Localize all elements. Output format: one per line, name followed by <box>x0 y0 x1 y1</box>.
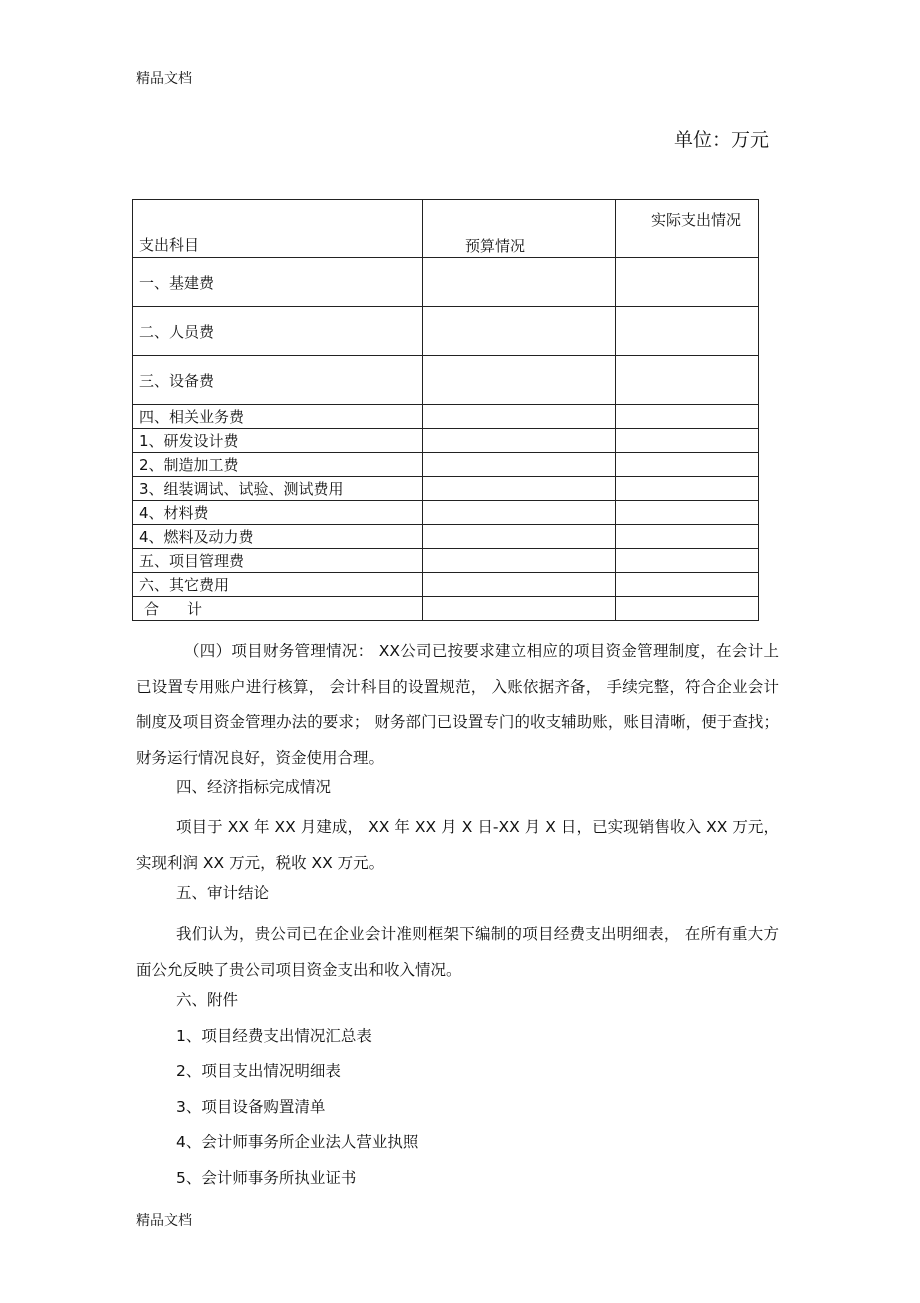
row-label: 4、燃料及动力费 <box>133 525 423 549</box>
header-subject: 支出科目 <box>133 200 423 258</box>
table-row <box>133 573 759 597</box>
table-row <box>133 258 759 307</box>
table-row <box>133 307 759 356</box>
row-label: 3、组装调试、试验、测试费用 <box>133 477 423 501</box>
row-label: 四、相关业务费 <box>133 405 423 429</box>
budget-cell <box>423 258 616 307</box>
finance-management-paragraph: （四）项目财务管理情况： XX公司已按要求建立相应的项目资金管理制度，在会计上已设置专用账户进行核算， 会计科目的设置规范， 入账依据齐备， 手续完整，符合企业会计制度及项目资金管理办法的要求； 财务部门已设置专门的收支辅助账，账目清晰，便于查找；财务运行情况良好，资金使用合理。 <box>136 642 779 767</box>
expense-table <box>132 199 759 621</box>
table-total-row <box>133 597 759 621</box>
section-5-paragraph: 我们认为，贵公司已在企业会计准则框架下编制的项目经费支出明细表， 在所有重大方面公允反映了贵公司项目资金支出和收入情况。 <box>136 925 779 979</box>
budget-cell <box>423 356 616 405</box>
attachment-item: 4、会计师事务所企业法人营业执照 <box>176 1133 419 1151</box>
header-budget: 预算情况 <box>423 200 616 258</box>
actual-cell <box>616 597 759 621</box>
table-row <box>133 477 759 501</box>
table-row <box>133 453 759 477</box>
budget-cell <box>423 501 616 525</box>
budget-cell <box>423 549 616 573</box>
budget-cell <box>423 525 616 549</box>
attachment-item: 3、项目设备购置清单 <box>176 1098 326 1116</box>
actual-cell <box>616 258 759 307</box>
section-4-paragraph: 项目于 XX 年 XX 月建成， XX 年 XX 月 X 日-XX 月 X 日，已实现销售收入 XX 万元，实现利润 XX 万元，税收 XX 万元。 <box>136 818 779 872</box>
budget-cell <box>423 477 616 501</box>
attachment-item: 1、项目经费支出情况汇总表 <box>176 1027 372 1045</box>
actual-cell <box>616 356 759 405</box>
row-label: 六、其它费用 <box>133 573 423 597</box>
table-row <box>133 429 759 453</box>
row-label: 二、人员费 <box>133 307 423 356</box>
unit-label: 单位：万元 <box>674 129 770 151</box>
table-header-row <box>133 200 759 258</box>
actual-cell <box>616 525 759 549</box>
actual-cell <box>616 429 759 453</box>
attachment-item: 5、会计师事务所执业证书 <box>176 1169 357 1187</box>
header-actual: 实际支出情况 <box>616 200 759 258</box>
actual-cell <box>616 549 759 573</box>
table-row <box>133 501 759 525</box>
budget-cell <box>423 405 616 429</box>
row-label: 一、基建费 <box>133 258 423 307</box>
attachment-item: 2、项目支出情况明细表 <box>176 1062 341 1080</box>
page-footer: 精品文档 <box>136 1213 192 1229</box>
actual-cell <box>616 501 759 525</box>
table-row <box>133 549 759 573</box>
total-label-b: 计 <box>187 600 203 618</box>
section-4-title: 四、经济指标完成情况 <box>176 778 332 796</box>
budget-cell <box>423 453 616 477</box>
budget-cell <box>423 573 616 597</box>
actual-cell <box>616 453 759 477</box>
actual-cell <box>616 477 759 501</box>
section-6-title: 六、附件 <box>176 991 239 1009</box>
budget-cell <box>423 597 616 621</box>
total-label-a: 合 <box>144 600 160 618</box>
page-header: 精品文档 <box>136 71 192 87</box>
budget-cell <box>423 429 616 453</box>
row-label: 五、项目管理费 <box>133 549 423 573</box>
actual-cell <box>616 573 759 597</box>
table-row <box>133 405 759 429</box>
row-label: 2、制造加工费 <box>133 453 423 477</box>
row-label: 4、材料费 <box>133 501 423 525</box>
row-label: 1、研发设计费 <box>133 429 423 453</box>
table-row <box>133 356 759 405</box>
table-row <box>133 525 759 549</box>
actual-cell <box>616 307 759 356</box>
budget-cell <box>423 307 616 356</box>
section-5-title: 五、审计结论 <box>176 884 270 902</box>
total-label <box>133 597 423 621</box>
actual-cell <box>616 405 759 429</box>
row-label: 三、设备费 <box>133 356 423 405</box>
